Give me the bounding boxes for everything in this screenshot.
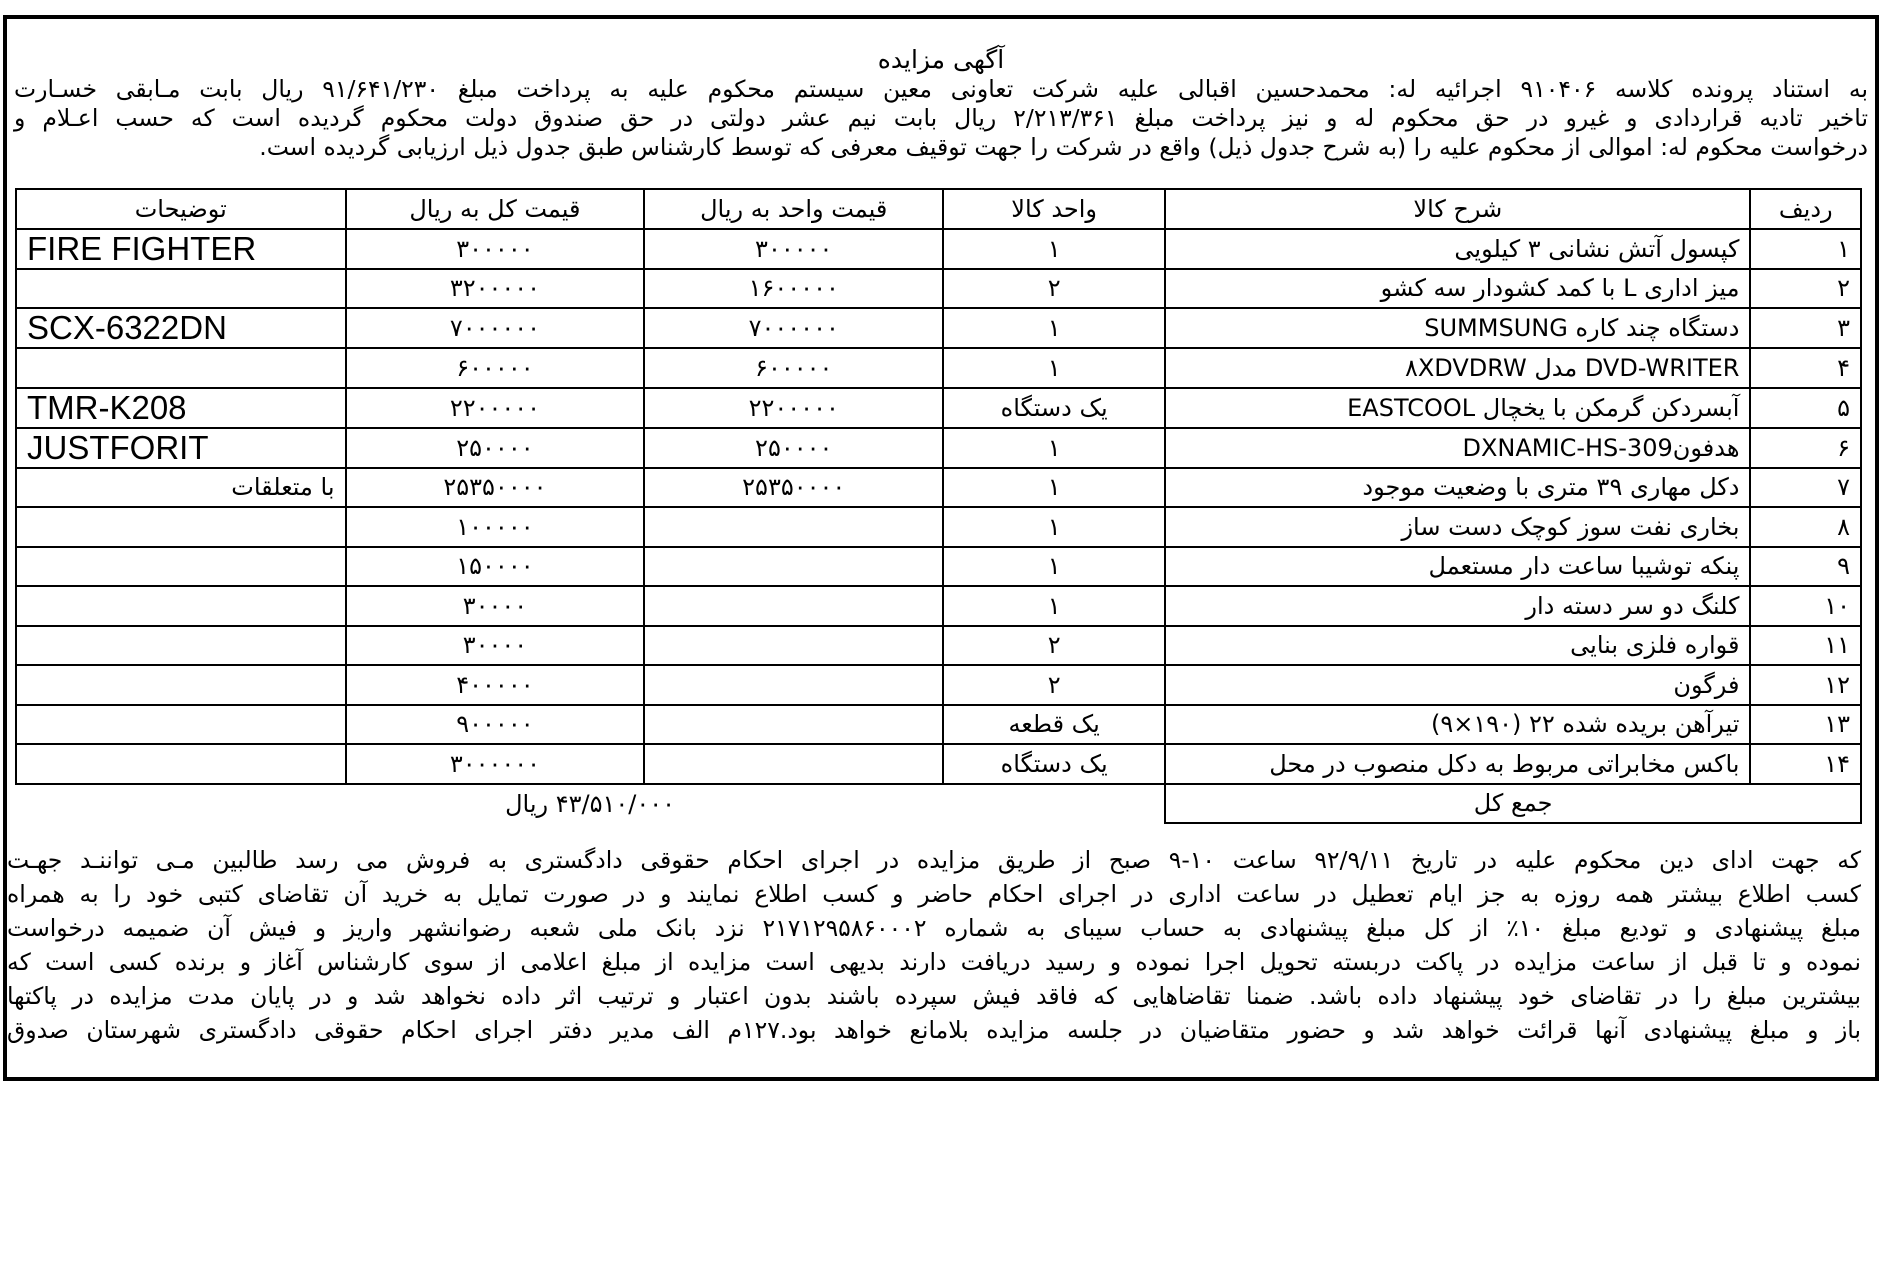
notes-cell <box>16 348 346 388</box>
unit-price-cell: ۲۲۰۰۰۰۰ <box>644 388 943 428</box>
notes-cell: JUSTFORIT <box>16 428 346 468</box>
sum-row <box>16 784 1861 824</box>
items-table <box>15 188 1862 824</box>
description-cell: DVD-WRITER مدل ۸XDVDRW <box>1165 348 1750 388</box>
unit-cell: ۱ <box>943 586 1165 626</box>
notes-cell <box>16 665 346 705</box>
table-row <box>16 269 1861 309</box>
description-cell: تیرآهن بریده شده ۲۲ (۱۹۰×۹) <box>1165 705 1750 745</box>
notes-cell <box>16 547 346 587</box>
table-header-row <box>16 189 1861 229</box>
total-price-cell: ۲۲۰۰۰۰۰ <box>346 388 645 428</box>
total-price-cell: ۹۰۰۰۰۰ <box>346 705 645 745</box>
header-notes: توضیحات <box>16 189 346 229</box>
unit-cell: ۱ <box>943 428 1165 468</box>
header-description: شرح کالا <box>1165 189 1750 229</box>
description-cell: دستگاه چند کاره SUMMSUNG <box>1165 308 1750 348</box>
table-row <box>16 705 1861 745</box>
description-cell: هدفونDXNAMIC-HS-309 <box>1165 428 1750 468</box>
footer-line: کسب اطلاع بیشتر همه روزه به جز ایام تعطیل در ساعت اداری در اجرای احکام حاضر و کسب اطلاع نمایند و در صورت تمایل به خرید آن تقاضای کتبی خود را به همراه <box>7 880 1861 908</box>
unit-price-cell <box>644 547 943 587</box>
description-cell: آبسردکن گرمکن با یخچال EASTCOOL <box>1165 388 1750 428</box>
total-price-cell: ۱۵۰۰۰۰ <box>346 547 645 587</box>
total-price-cell: ۶۰۰۰۰۰ <box>346 348 645 388</box>
notes-cell <box>16 744 346 784</box>
unit-price-cell: ۶۰۰۰۰۰ <box>644 348 943 388</box>
description-cell: میز اداری L با کمد کشودار سه کشو <box>1165 269 1750 309</box>
table-row <box>16 388 1861 428</box>
unit-cell: ۱ <box>943 308 1165 348</box>
notes-cell <box>16 269 346 309</box>
sum-label: جمع کل <box>1165 784 1861 824</box>
row-number-cell: ۱۲ <box>1750 665 1861 705</box>
notes-cell: با متعلقات <box>16 468 346 508</box>
footer-line: مبلغ پیشنهادی و تودیع مبلغ ۱۰٪ از کل مبلغ پیشنهادی به حساب سیبای به شماره ۲۱۷۱۲۹۵۸۶۰۰۰۲ نزد بانک ملی شعبه رضوانشهر واریز و فیش آن ضمیمه درخواست <box>7 914 1861 942</box>
footer-line: که جهت ادای دین محکوم علیه در تاریخ ۹۲/۹/۱۱ ساعت ۱۰-۹ صبح از طریق مزایده در اجرای احکام حقوقی دادگستری به فروش می رسد طالبین مـی تواننـد جهـت <box>7 846 1862 874</box>
notes-cell: SCX-6322DN <box>16 308 346 348</box>
unit-price-cell: ۲۵۰۰۰۰ <box>644 428 943 468</box>
notes-cell <box>16 507 346 547</box>
notes-cell: TMR-K208 <box>16 388 346 428</box>
table-row <box>16 547 1861 587</box>
row-number-cell: ۷ <box>1750 468 1861 508</box>
unit-cell: یک دستگاه <box>943 388 1165 428</box>
row-number-cell: ۸ <box>1750 507 1861 547</box>
unit-cell: یک قطعه <box>943 705 1165 745</box>
header-total-price: قیمت کل به ریال <box>346 189 645 229</box>
sum-value: ۴۳/۵۱۰/۰۰۰ ریال <box>16 784 1165 824</box>
row-number-cell: ۵ <box>1750 388 1861 428</box>
unit-cell: ۲ <box>943 665 1165 705</box>
header-unit: واحد کالا <box>943 189 1165 229</box>
intro-paragraph <box>7 75 1875 162</box>
description-cell: باکس مخابراتی مربوط به دکل منصوب در محل <box>1165 744 1750 784</box>
unit-cell: ۱ <box>943 468 1165 508</box>
table-row <box>16 586 1861 626</box>
total-price-cell: ۳۰۰۰۰۰ <box>346 229 645 269</box>
row-number-cell: ۶ <box>1750 428 1861 468</box>
table-row <box>16 308 1861 348</box>
description-cell: دکل مهاری ۳۹ متری با وضعیت موجود <box>1165 468 1750 508</box>
unit-price-cell: ۱۶۰۰۰۰۰ <box>644 269 943 309</box>
row-number-cell: ۱ <box>1750 229 1861 269</box>
total-price-cell: ۳۰۰۰۰ <box>346 626 645 666</box>
intro-line: درخواست محکوم له: اموالی از محکوم علیه را (به شرح جدول ذیل) واقع در شرکت را جهت توقیف معرفی که توسط کارشناس طبق جدول ذیل ارزیابی گردیده است. <box>259 133 1868 161</box>
table-row <box>16 626 1861 666</box>
total-price-cell: ۴۰۰۰۰۰ <box>346 665 645 705</box>
table-row <box>16 348 1861 388</box>
row-number-cell: ۱۱ <box>1750 626 1861 666</box>
description-cell: قواره فلزی بنایی <box>1165 626 1750 666</box>
footer-paragraph <box>7 843 1861 1047</box>
notice-title: آگهی مزایده <box>877 45 1005 74</box>
unit-price-cell: ۲۵۳۵۰۰۰۰ <box>644 468 943 508</box>
table-row <box>16 428 1861 468</box>
row-number-cell: ۹ <box>1750 547 1861 587</box>
notes-cell: FIRE FIGHTER <box>16 229 346 269</box>
total-price-cell: ۳۰۰۰۰۰۰ <box>346 744 645 784</box>
description-cell: کپسول آتش نشانی ۳ کیلویی <box>1165 229 1750 269</box>
unit-price-cell <box>644 665 943 705</box>
table-row <box>16 468 1861 508</box>
table-row <box>16 507 1861 547</box>
intro-line: به استناد پرونده کلاسه ۹۱۰۴۰۶ اجرائیه له: محمدحسین اقبالی علیه شرکت تعاونی معین سیستم محکوم علیه به پرداخت مبلغ ۹۱/۶۴۱/۲۳۰ ریال بابت مـابقی خسـارت <box>14 75 1868 103</box>
row-number-cell: ۴ <box>1750 348 1861 388</box>
unit-price-cell <box>644 744 943 784</box>
description-cell: بخاری نفت سوز کوچک دست ساز <box>1165 507 1750 547</box>
unit-price-cell: ۳۰۰۰۰۰ <box>644 229 943 269</box>
row-number-cell: ۱۰ <box>1750 586 1861 626</box>
notes-cell <box>16 626 346 666</box>
header-row-number: ردیف <box>1750 189 1861 229</box>
total-price-cell: ۲۵۳۵۰۰۰۰ <box>346 468 645 508</box>
total-price-cell: ۳۲۰۰۰۰۰ <box>346 269 645 309</box>
description-cell: فرگون <box>1165 665 1750 705</box>
table-row <box>16 229 1861 269</box>
table-row <box>16 744 1861 784</box>
description-cell: پنکه توشیبا ساعت دار مستعمل <box>1165 547 1750 587</box>
unit-cell: ۱ <box>943 507 1165 547</box>
unit-price-cell <box>644 507 943 547</box>
footer-line: باز و مبلغ پیشنهادی آنها قرائت خواهد شد و حضور متقاضیان در جلسه مزایده بلامانع خواهد بود.۱۲۷م الف مدیر دفتر اجرای احکام حقوقی دادگستری شهرستان صدوق <box>7 1016 1862 1044</box>
total-price-cell: ۳۰۰۰۰ <box>346 586 645 626</box>
notes-cell <box>16 586 346 626</box>
row-number-cell: ۱۴ <box>1750 744 1861 784</box>
table-row <box>16 665 1861 705</box>
row-number-cell: ۳ <box>1750 308 1861 348</box>
unit-cell: ۱ <box>943 348 1165 388</box>
total-price-cell: ۱۰۰۰۰۰ <box>346 507 645 547</box>
notes-cell <box>16 705 346 745</box>
unit-cell: ۲ <box>943 626 1165 666</box>
footer-line: بیشترین مبلغ را در تقاضای خود پیشنهاد داده باشد. ضمنا تقاضاهایی که فاقد فیش سپرده باشند بدون اعتبار و ترتیب اثر داده نخواهد شد و در پایان مدت مزایده در پاکتها <box>7 982 1861 1010</box>
intro-line: تاخیر تادیه قراردادی و غیرو در حق محکوم له و نیز پرداخت مبلغ ۲/۲۱۳/۳۶۱ ریال بابت نیم عشر دولتی در حق صندوق دولت محکوم گردیده است که حسب اعـلام و <box>14 104 1868 132</box>
description-cell: کلنگ دو سر دسته دار <box>1165 586 1750 626</box>
row-number-cell: ۱۳ <box>1750 705 1861 745</box>
unit-price-cell <box>644 626 943 666</box>
total-price-cell: ۷۰۰۰۰۰۰ <box>346 308 645 348</box>
header-unit-price: قیمت واحد به ریال <box>644 189 943 229</box>
unit-cell: یک دستگاه <box>943 744 1165 784</box>
unit-cell: ۲ <box>943 269 1165 309</box>
row-number-cell: ۲ <box>1750 269 1861 309</box>
footer-line: نموده و تا قبل از ساعت مزایده در پاکت دربسته تحویل اجرا نموده و رسید دریافت دارند بدیهی است مزایده از مبلغ اعلامی از سوی کارشناس آغاز و برنده کسی است که <box>7 948 1861 976</box>
unit-price-cell <box>644 586 943 626</box>
total-price-cell: ۲۵۰۰۰۰ <box>346 428 645 468</box>
unit-cell: ۱ <box>943 547 1165 587</box>
unit-price-cell <box>644 705 943 745</box>
unit-price-cell: ۷۰۰۰۰۰۰ <box>644 308 943 348</box>
unit-cell: ۱ <box>943 229 1165 269</box>
